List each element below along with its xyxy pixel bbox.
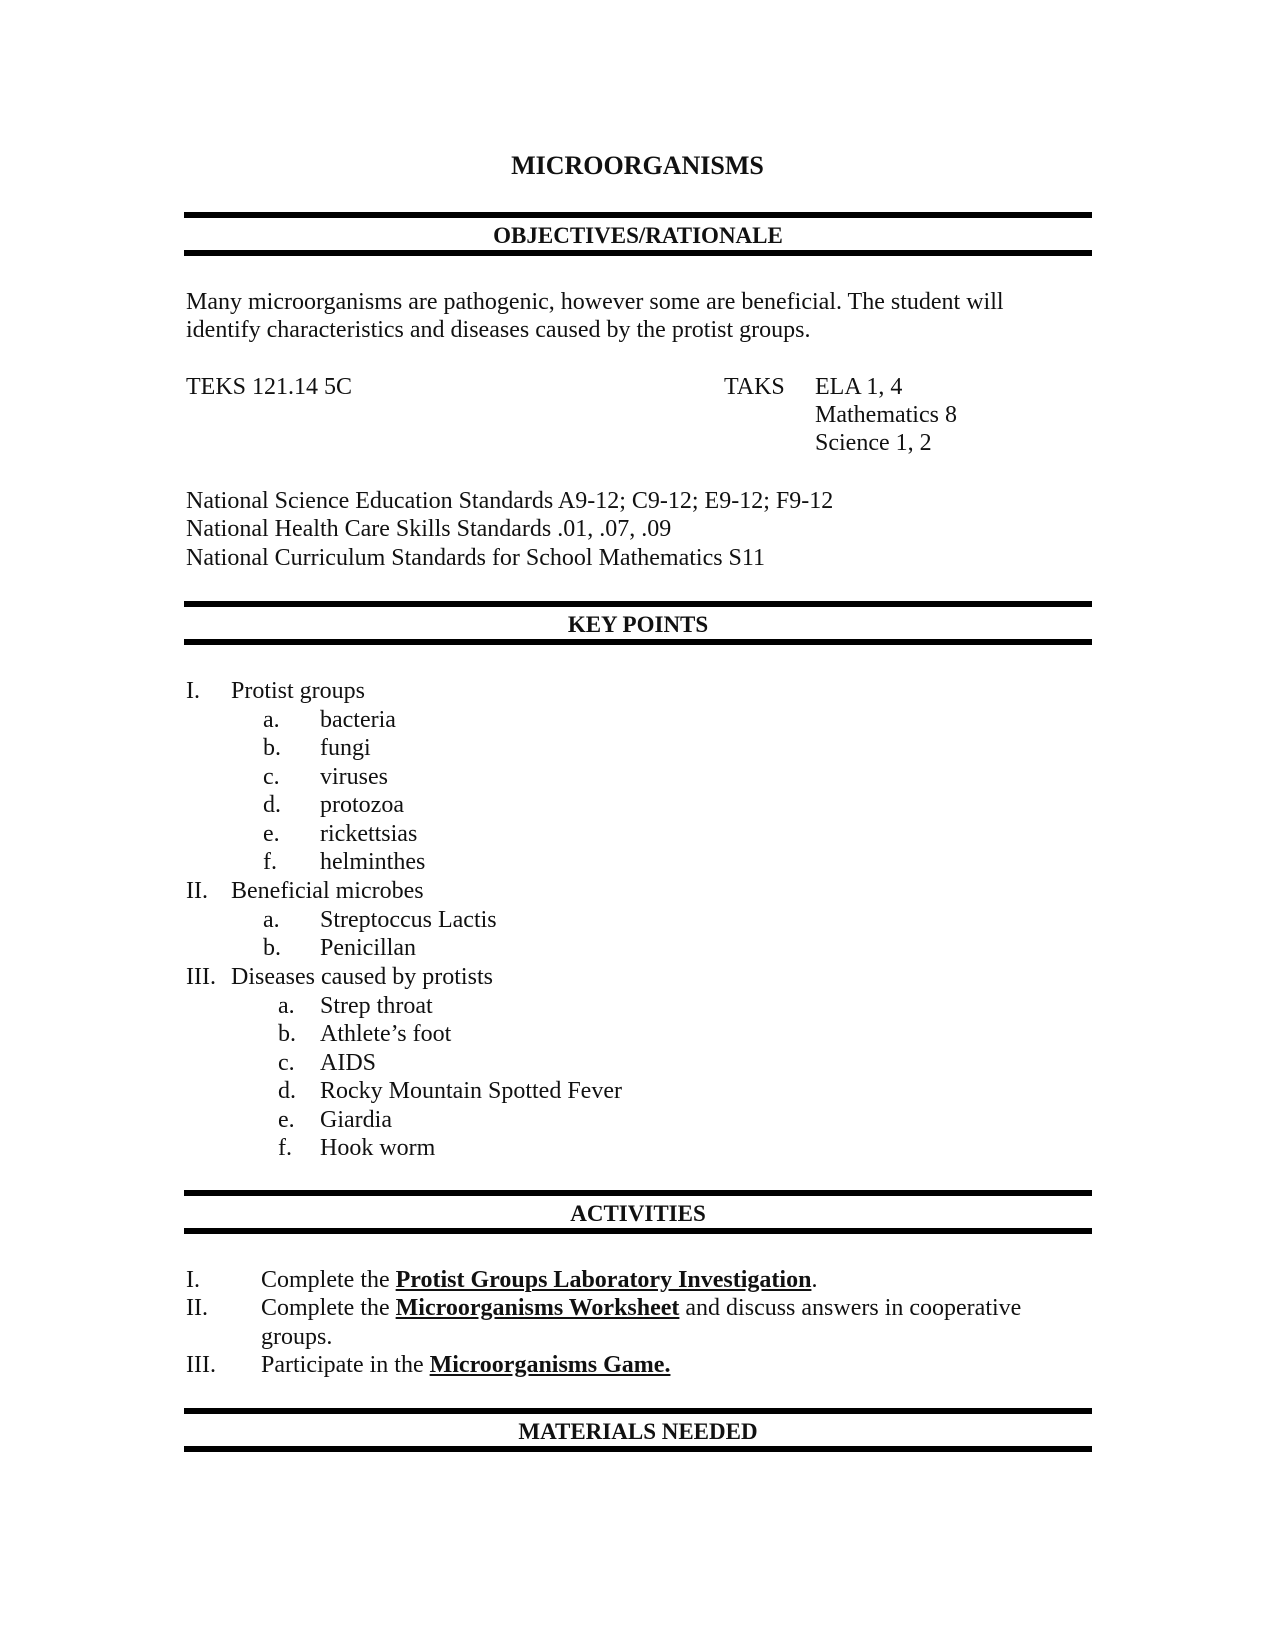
- rationale-line: Many microorganisms are pathogenic, however some are beneficial. The student will: [186, 289, 1004, 315]
- key-points-heading: KEY POINTS: [567, 612, 709, 637]
- item-letter: d.: [263, 792, 281, 818]
- item-text: Hook worm: [320, 1135, 436, 1161]
- item-text: AIDS: [320, 1050, 377, 1076]
- outline-heading: Protist groups: [231, 678, 366, 704]
- item-letter: f.: [263, 849, 277, 875]
- activity-item: [261, 1266, 817, 1294]
- section-rule-top: [184, 1408, 1092, 1414]
- section-rule-bottom: [184, 250, 1092, 256]
- outline-heading: Diseases caused by protists: [231, 964, 493, 990]
- item-text: Streptoccus Lactis: [320, 907, 497, 933]
- outline-heading: Beneficial microbes: [231, 878, 424, 904]
- activity-text: .: [811, 1267, 818, 1293]
- activity-text: Participate in the: [261, 1352, 430, 1378]
- item-letter: b.: [263, 735, 281, 761]
- item-text: Giardia: [320, 1107, 392, 1133]
- item-letter: b.: [278, 1021, 296, 1047]
- taks-label: TAKS: [724, 374, 785, 400]
- item-text: Penicillan: [320, 935, 416, 961]
- item-letter: c.: [278, 1050, 295, 1076]
- outline-numeral: III.: [186, 964, 216, 990]
- item-text: fungi: [320, 735, 371, 761]
- activity-text: and discuss answers in cooperative: [679, 1295, 1022, 1321]
- activity-item: [261, 1294, 1021, 1322]
- section-rule-top: [184, 212, 1092, 218]
- section-rule-bottom: [184, 639, 1092, 645]
- item-text: protozoa: [320, 792, 404, 818]
- activity-text: Complete the: [261, 1267, 396, 1293]
- section-rule-bottom: [184, 1446, 1092, 1452]
- section-rule-top: [184, 1190, 1092, 1196]
- section-rule-bottom: [184, 1228, 1092, 1234]
- standard-line: National Health Care Skills Standards .01, .07, .09: [186, 516, 672, 542]
- activity-text: Complete the: [261, 1295, 396, 1321]
- materials-heading: MATERIALS NEEDED: [518, 1419, 758, 1444]
- activity-number: I.: [186, 1267, 200, 1293]
- page-title: MICROORGANISMS: [511, 151, 764, 180]
- protist-groups-lab-link[interactable]: Protist Groups Laboratory Investigation: [395, 1267, 812, 1293]
- item-letter: f.: [278, 1135, 292, 1161]
- standard-line: National Science Education Standards A9-12; C9-12; E9-12; F9-12: [186, 488, 834, 514]
- item-text: viruses: [320, 764, 388, 790]
- rationale-line: identify characteristics and diseases caused by the protist groups.: [186, 317, 811, 343]
- item-text: Athlete’s foot: [320, 1021, 452, 1047]
- microorganisms-worksheet-link[interactable]: Microorganisms Worksheet: [395, 1295, 680, 1321]
- microorganisms-game-link[interactable]: Microorganisms Game.: [429, 1352, 671, 1378]
- item-letter: b.: [263, 935, 281, 961]
- activities-heading: ACTIVITIES: [570, 1201, 706, 1226]
- activity-number: III.: [186, 1352, 216, 1378]
- item-text: bacteria: [320, 707, 396, 733]
- outline-numeral: I.: [186, 678, 200, 704]
- item-letter: e.: [263, 821, 280, 847]
- standard-line: National Curriculum Standards for School Mathematics S11: [186, 545, 766, 571]
- objectives-heading: OBJECTIVES/RATIONALE: [493, 223, 783, 248]
- activity-text-continued: groups.: [261, 1324, 333, 1350]
- item-text: helminthes: [320, 849, 426, 875]
- item-text: rickettsias: [320, 821, 418, 847]
- section-rule-top: [184, 601, 1092, 607]
- teks-code: TEKS 121.14 5C: [186, 374, 353, 400]
- taks-item: Mathematics 8: [815, 402, 957, 428]
- item-text: Rocky Mountain Spotted Fever: [320, 1078, 622, 1104]
- item-letter: a.: [263, 707, 280, 733]
- taks-item: Science 1, 2: [815, 430, 932, 456]
- activity-item: [261, 1351, 670, 1379]
- item-letter: e.: [278, 1107, 295, 1133]
- item-letter: a.: [278, 993, 295, 1019]
- item-letter: d.: [278, 1078, 296, 1104]
- outline-numeral: II.: [186, 878, 208, 904]
- item-text: Strep throat: [320, 993, 433, 1019]
- taks-item: ELA 1, 4: [815, 374, 903, 400]
- activity-number: II.: [186, 1295, 208, 1321]
- item-letter: c.: [263, 764, 280, 790]
- item-letter: a.: [263, 907, 280, 933]
